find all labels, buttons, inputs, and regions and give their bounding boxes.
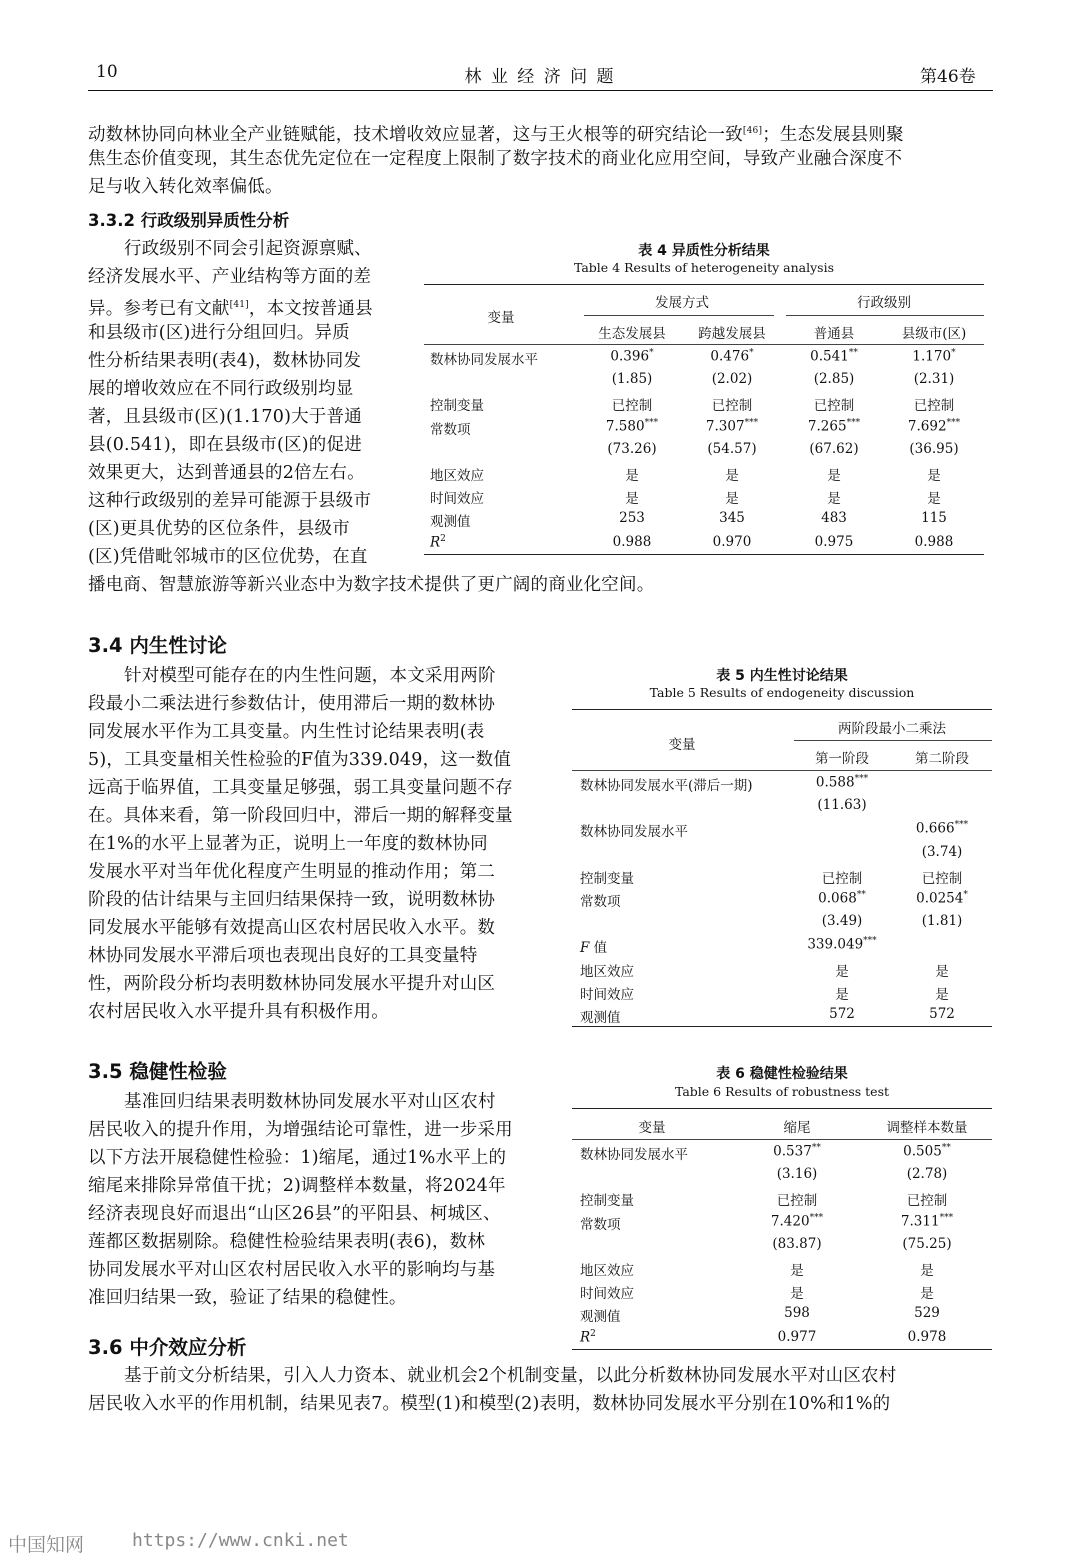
table-cell: 7.311*** (900, 1212, 954, 1230)
table-cell: 483 (821, 510, 847, 527)
table-cell: 0.988 (914, 533, 954, 550)
sec34-line: 5)，工具变量相关性检验的F值为339.049，这一数值 (88, 750, 512, 770)
table6-bottom-rule (572, 1349, 992, 1350)
sec332-line: 性分析结果表明(表4)，数林协同发 (88, 351, 362, 371)
table-cell: 是 (827, 468, 841, 484)
table-cell: (11.63) (817, 797, 867, 814)
table4-group-header: 发展方式 (655, 295, 709, 311)
sec332-line: 异。参考已有文献[41]，本文按普通县 (88, 298, 373, 319)
sec332-line: 这种行政级别的差异可能源于县级市 (88, 491, 372, 511)
table-cell: 0.588*** (815, 774, 869, 791)
sec332-line: 经济发展水平、产业结构等方面的差 (88, 267, 372, 287)
sec35-line: 经济表现良好而退出“山区26县”的平阳县、柯城区、 (88, 1204, 501, 1224)
cnki-url[interactable]: https://www.cnki.net (132, 1530, 349, 1551)
table6-caption-en: Table 6 Results of robustness test (674, 1084, 890, 1099)
table5-bottom-rule (572, 1026, 992, 1027)
sec332-line: 县(0.541)，即在县级市(区)的促进 (88, 435, 362, 455)
table5-col-header: 第二阶段 (915, 751, 969, 767)
table-cell: (3.49) (821, 913, 863, 930)
sec34-line: 同发展水平作为工具变量。内生性讨论结果表明(表 (88, 722, 485, 742)
table-cell: (83.87) (772, 1235, 822, 1252)
table-cell: 已控制 (906, 1193, 948, 1210)
table5-top-rule (572, 709, 992, 710)
table-row-label: 数林协同发展水平 (580, 1147, 688, 1163)
table-cell: 0.541** (810, 348, 858, 365)
table-row-label: 常数项 (580, 894, 621, 910)
table5-group-rule (794, 740, 992, 741)
table-cell: 0.396* (610, 348, 654, 365)
sec332-line: 展的增收效应在不同行政级别均显 (88, 379, 354, 399)
cnki-logo-text: 中国知网 (8, 1534, 85, 1556)
sec35-line: 居民收入的提升作用，为增强结论可靠性，进一步采用 (88, 1120, 513, 1140)
table4-group-rule (786, 315, 984, 316)
table-cell: 0.666*** (915, 820, 969, 837)
table-cell: 0.970 (712, 533, 752, 550)
table-row-label: 数林协同发展水平 (580, 824, 688, 841)
sec34-line: 在。具体来看，第一阶段回归中，滞后一期的解释变量 (88, 806, 513, 826)
section-3-5-title: 3.5 稳健性检验 (88, 1060, 227, 1083)
table5-header-rule (572, 770, 992, 771)
sec35-line: 缩尾来排除异常值干扰；2)调整样本数量，将2024年 (88, 1176, 506, 1196)
volume: 第46卷 (920, 67, 976, 87)
sec35-line: 准回归结果一致，验证了结果的稳健性。 (88, 1288, 407, 1308)
table-cell: (1.81) (921, 913, 963, 930)
intro-line-1: 动数林协同向林业全产业链赋能，技术增收效应显著，这与王火根等的研究结论一致[46]；生态发展县则聚 (88, 124, 904, 145)
table-cell: 是 (625, 491, 639, 508)
table4-col-header: 县级市(区) (901, 326, 967, 342)
intro-line-2: 焦生态价值变现，其生态优先定位在一定程度上限制了数字技术的商业化应用空间，导致产业融合深度不 (88, 149, 903, 169)
table-cell: 345 (719, 510, 745, 527)
table6-top-rule (572, 1108, 992, 1109)
table-row-label: 观测值 (580, 1309, 621, 1326)
sec34-line: 林协同发展水平滞后项也表现出良好的工具变量特 (88, 946, 478, 966)
table-row-label: 地区效应 (580, 1263, 634, 1279)
table-cell: 7.307*** (705, 417, 759, 435)
table-cell: 7.580*** (605, 417, 659, 435)
table-row-label: 地区效应 (430, 468, 484, 484)
table-cell: (2.31) (913, 371, 955, 388)
table-cell: 是 (835, 986, 849, 1003)
table-cell: 是 (790, 1263, 804, 1279)
table-cell: (1.85) (611, 371, 653, 388)
table-cell: 已控制 (776, 1193, 818, 1210)
table-row-label: 常数项 (580, 1216, 621, 1233)
table-cell: 已控制 (813, 398, 855, 415)
sec34-line: 针对模型可能存在的内生性问题，本文采用两阶 (124, 666, 496, 686)
header-rule (88, 90, 993, 91)
table-cell: 0.975 (814, 533, 854, 550)
table-cell: (73.26) (607, 440, 657, 457)
table4-var-header: 变量 (487, 310, 515, 326)
table-cell: 572 (929, 1006, 955, 1022)
table4-group-header: 行政级别 (857, 295, 911, 311)
sec332-line: 效果更大，达到普通县的2倍左右。 (88, 463, 365, 483)
sec35-line: 协同发展水平对山区农村居民收入水平的影响均与基 (88, 1260, 496, 1280)
table6-col-header: 缩尾 (783, 1120, 811, 1136)
table-cell: (75.25) (902, 1235, 952, 1252)
table-cell: (54.57) (707, 440, 757, 457)
sec332-line: 著，且县级市(区)(1.170)大于普通 (88, 407, 362, 427)
intro-line-3: 足与收入转化效率偏低。 (88, 177, 283, 197)
table-cell: 7.692*** (907, 417, 961, 435)
table-cell: 529 (914, 1305, 940, 1322)
sec34-line: 农村居民收入水平提升具有积极作用。 (88, 1002, 389, 1022)
table4-caption-en: Table 4 Results of heterogeneity analysis (573, 260, 835, 275)
sec34-line: 阶段的估计结果与主回归结果保持一致，说明数林协 (88, 890, 496, 910)
table6-header-rule (572, 1139, 992, 1140)
table6-var-header: 变量 (638, 1120, 666, 1136)
table-cell: 是 (835, 963, 849, 980)
table-cell: (2.02) (711, 371, 753, 388)
table-row-label: 数林协同发展水平 (430, 352, 538, 368)
table-row-label: 常数项 (430, 421, 471, 438)
table-cell: 1.170* (912, 348, 956, 365)
table-row-label: 时间效应 (430, 491, 484, 508)
page-number: 10 (96, 62, 118, 82)
table-row-label: 数林协同发展水平(滞后一期) (580, 778, 753, 794)
table-cell: (3.16) (776, 1166, 818, 1183)
table-cell: 是 (927, 491, 941, 508)
table-cell: 0.505** (903, 1143, 951, 1160)
sec332-line: 播电商、智慧旅游等新兴业态中为数字技术提供了更广阔的商业化空间。 (88, 575, 655, 595)
table4-col-header: 普通县 (813, 326, 855, 342)
table-cell: (36.95) (909, 440, 959, 457)
table5-caption: 表 5 内生性讨论结果 (716, 668, 848, 684)
sec34-line: 性，两阶段分析均表明数林协同发展水平提升对山区 (88, 974, 496, 994)
table-cell: (3.74) (921, 843, 963, 860)
table-row-label: 控制变量 (580, 1193, 634, 1210)
table-row-label: 控制变量 (430, 398, 484, 415)
table4-col-header: 跨越发展县 (698, 326, 766, 342)
table-cell: 115 (921, 510, 947, 527)
table-row-label: 观测值 (430, 514, 471, 531)
table-row-label: 地区效应 (580, 963, 634, 980)
sec35-line: 莲都区数据剔除。稳健性检验结果表明(表6)，数林 (88, 1232, 486, 1252)
sec332-line: (区)更具优势的区位条件，县级市 (88, 519, 350, 539)
table-cell: 已控制 (913, 398, 955, 415)
table-cell: 0.977 (777, 1328, 817, 1345)
table-cell: 0.988 (612, 533, 652, 550)
sec35-line: 以下方法开展稳健性检验：1)缩尾，通过1%水平上的 (88, 1148, 507, 1168)
table-cell: 是 (927, 468, 941, 484)
table-cell: 是 (625, 468, 639, 484)
table4-group-rule (584, 315, 774, 316)
table-cell: 是 (935, 963, 949, 980)
table5-var-header: 变量 (668, 737, 696, 753)
table-cell: 572 (829, 1006, 855, 1022)
table-cell: 0.0254* (916, 890, 968, 907)
table-cell: 598 (784, 1305, 810, 1322)
table-cell: 7.420*** (770, 1212, 824, 1230)
table-cell: 253 (619, 510, 645, 527)
table5-group-header: 两阶段最小二乘法 (838, 721, 946, 737)
table-row-label: 时间效应 (580, 986, 634, 1003)
table4-bottom-rule (424, 554, 984, 555)
table-cell: 0.978 (907, 1328, 947, 1345)
table-cell: 已控制 (711, 398, 753, 415)
table-cell: 已控制 (611, 398, 653, 415)
table5-caption-en: Table 5 Results of endogeneity discussion (649, 685, 915, 700)
sec34-line: 段最小二乘法进行参数估计，使用滞后一期的数林协 (88, 694, 496, 714)
table-cell: (2.85) (813, 371, 855, 388)
table-row-label: 观测值 (580, 1010, 621, 1026)
table-cell: 是 (827, 491, 841, 508)
table-row-label: $R^2$ (580, 1328, 596, 1346)
sec34-line: 同发展水平能够有效提高山区农村居民收入水平。数 (88, 918, 496, 938)
sec332-line: (区)凭借毗邻城市的区位优势，在直 (88, 547, 368, 567)
table-row-label: F 值 (580, 940, 608, 957)
sec36-line: 居民收入水平的作用机制，结果见表7。模型(1)和模型(2)表明，数林协同发展水平分别在10%和1%的 (88, 1394, 891, 1414)
table6-col-header: 调整样本数量 (886, 1120, 968, 1136)
table-cell: 339.049*** (807, 936, 877, 953)
table-row-label: 时间效应 (580, 1286, 634, 1303)
table4-header-rule (424, 344, 984, 345)
table4-top-rule (424, 284, 984, 285)
table-cell: 是 (920, 1263, 934, 1279)
table-cell: 7.265*** (807, 417, 861, 435)
table-cell: 0.476* (710, 348, 754, 365)
table-cell: 0.537** (773, 1143, 821, 1160)
table-cell: 是 (725, 468, 739, 484)
sec34-line: 远高于临界值，工具变量足够强，弱工具变量问题不存 (88, 778, 513, 798)
table6-caption: 表 6 稳健性检验结果 (716, 1066, 848, 1082)
table-cell: 是 (790, 1286, 804, 1303)
section-3-4-title: 3.4 内生性讨论 (88, 634, 227, 657)
table-cell: 是 (920, 1286, 934, 1303)
section-3-3-2-title: 3.3.2 行政级别异质性分析 (88, 211, 290, 230)
journal-title: 林 业 经 济 问 题 (464, 67, 616, 87)
sec332-line: 和县级市(区)进行分组回归。异质 (88, 323, 350, 343)
table-row-label: 控制变量 (580, 870, 634, 887)
table-cell: 0.068** (818, 890, 866, 907)
table-cell: 已控制 (921, 870, 963, 887)
table4-caption: 表 4 异质性分析结果 (638, 243, 770, 259)
table-cell: 是 (725, 491, 739, 508)
table5-col-header: 第一阶段 (815, 751, 869, 767)
sec36-line: 基于前文分析结果，引入人力资本、就业机会2个机制变量，以此分析数林协同发展水平对山区农村 (124, 1366, 897, 1386)
sec34-line: 发展水平对当年优化程度产生明显的推动作用；第二 (88, 862, 496, 882)
table4-col-header: 生态发展县 (598, 326, 666, 342)
section-3-6-title: 3.6 中介效应分析 (88, 1336, 247, 1359)
sec34-line: 在1%的水平上显著为正，说明上一年度的数林协同 (88, 834, 488, 854)
table-cell: 已控制 (821, 870, 863, 887)
table-row-label: $R^2$ (430, 533, 446, 551)
table-cell: 是 (935, 986, 949, 1003)
sec332-line: 行政级别不同会引起资源禀赋、 (124, 239, 372, 259)
table-cell: (2.78) (906, 1166, 948, 1183)
table-cell: (67.62) (809, 440, 859, 457)
sec35-line: 基准回归结果表明数林协同发展水平对山区农村 (124, 1092, 496, 1112)
